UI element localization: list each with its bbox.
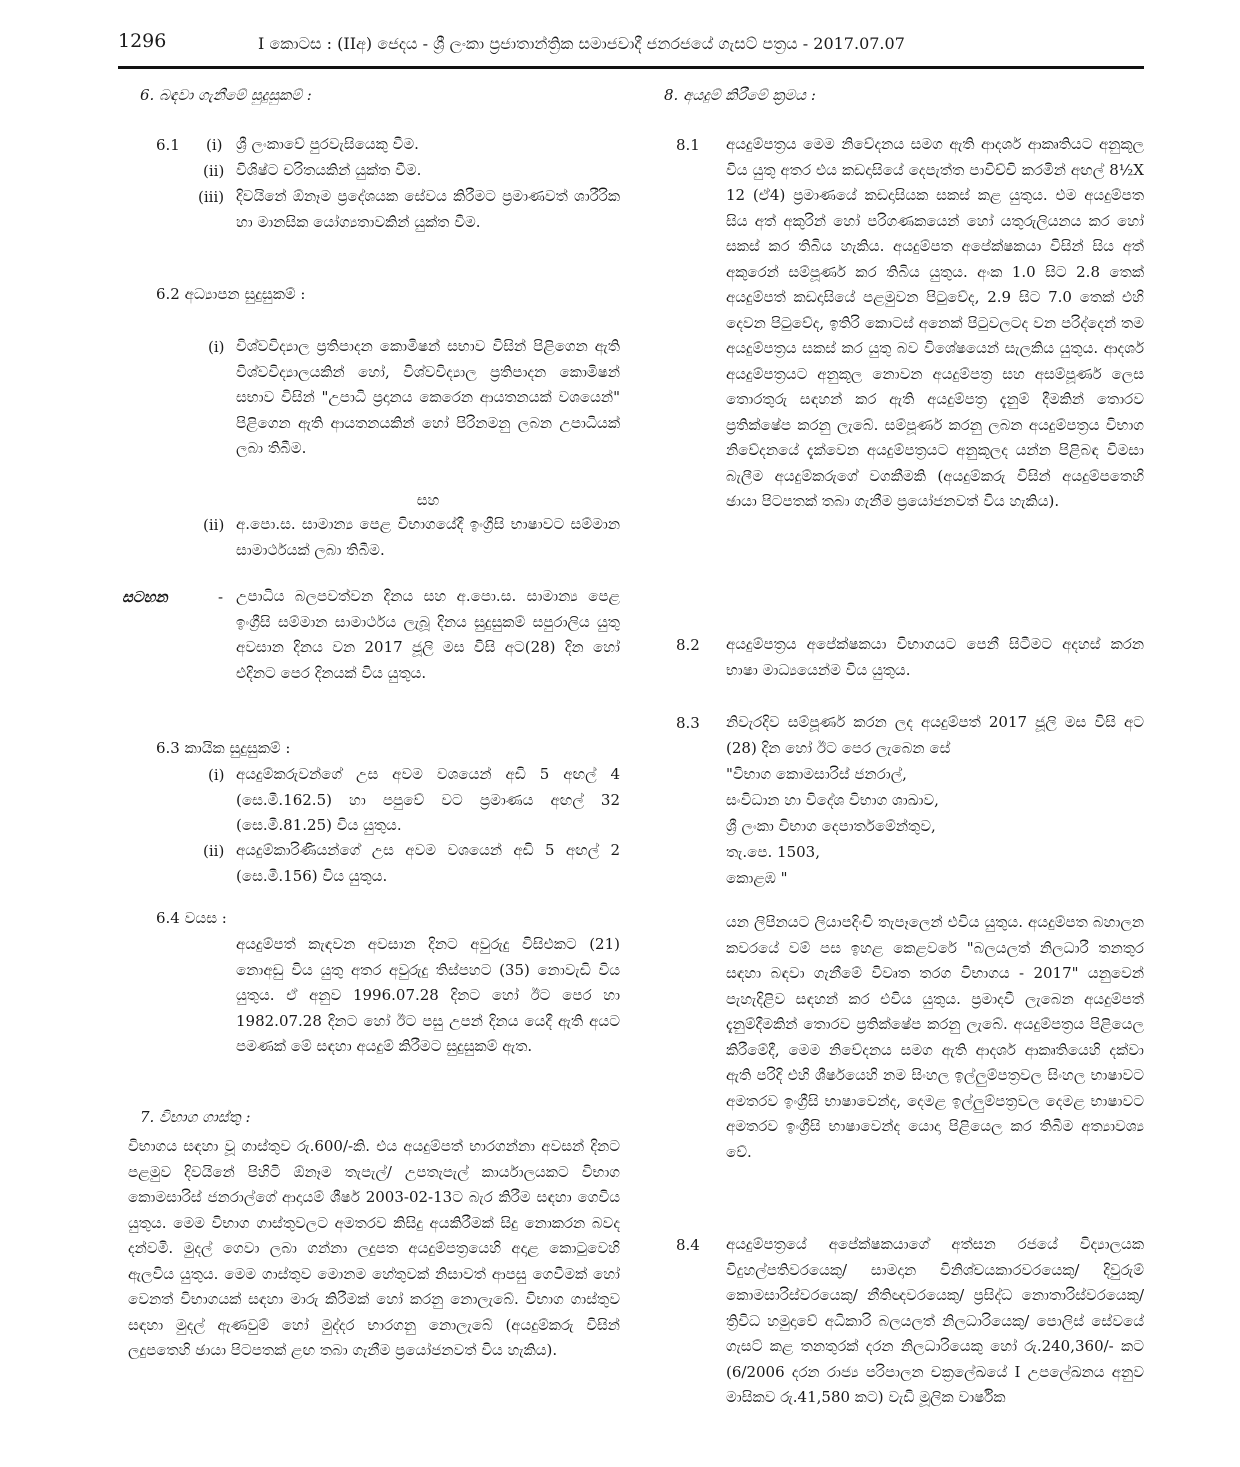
section-6-4-title: 6.4 වයස : bbox=[156, 909, 227, 927]
section-8-1-number: 8.1 bbox=[676, 136, 700, 154]
section-8-2-number: 8.2 bbox=[676, 636, 700, 654]
note-label: සටහන bbox=[122, 588, 168, 606]
header-divider bbox=[118, 66, 1144, 69]
application-format-text: අයදුම්පත්‍රය මෙම නිවේදනය සමග ඇති ආදර්ශ ආකෘතියට අනුකූල විය යුතු අතර එය කඩදාසියේ දෙපැත්ත පාවිච්චි කරමින් අඟල් 8½X 12 (ඒ4) ප්‍රමාණයේ කඩදාසියක සකස් කළ යුතුය. එම අයදුම්පත සිය අත් අකුරින් හෝ පරිගණකයෙන් හෝ යතුරුලියනය කර හෝ සකස් කර තිබිය හැකිය. අයදුම්පත අපේක්ෂකයා විසින් සිය අත් අකුරෙන් සම්පූර්ණ කර තිබිය යුතුය. අංක 1.0 සිට 2.8 තෙක් අයදුම්පත් කඩදාසියේ පළමුවන පිටුවේද, 2.9 සිට 7.0 තෙක් එහි දෙවන පිටුවේද, ඉතිරි කොටස් අනෙක් පිටුවලටද වන පරිද්දෙන් තම අයදුම්පත්‍රය සකස් කර යුතු බව විශේෂයෙන් සැලකිය යුතුය. ආදර්ශ අයදුම්පත්‍රයට අනුකූල නොවන අයදුම්පත්‍ර සහ අසම්පූර්ණ ලෙස තොරතුරු සඳහන් කර ඇති අයදුම්පත්‍ර දැනුම් දීමකින් තොරව ප්‍රතික්ෂේප කරනු ලැබේ. සම්පූර්ණ කරනු ලබන අයදුම්පත්‍රය විභාග නිවේදනයේ දැක්වෙන අයදුම්පත්‍රයට අනුකූලද යන්න පිළිබඳ විමසා බැලීම අයදුම්කරුගේ වගකීමකි (අයදුම්කරු විසින් අයදුම්පතෙහි ඡායා පිටපතක් තබා ගැනීම ප්‍රයෝජනවත් විය හැකිය). bbox=[726, 135, 1144, 510]
and-connector: සහ bbox=[416, 491, 440, 509]
page-number: 1296 bbox=[118, 30, 167, 52]
envelope-instructions: යන ලිපිනයට ලියාපදිංචි තැපෑලෙන් එවිය යුතුය. අයදුම්පත බහාලන කවරයේ වම් පස ඉහළ කෙළවරේ "බලයලත් නිලධාරී තනතුර සඳහා බඳවා ගැනීමේ විවෘත තරග විභාගය - 2017" යනුවෙන් පැහැදිළිව සඳහන් කර එවිය යුතුය. ප්‍රමාදවී ලැබෙන අයදුම්පත් දැනුම්දීමකින් තොරව ප්‍රතික්ෂේප කරනු ලැබේ. අයදුම්පත්‍රය පිළියෙල කිරීමේදී, මෙම නිවේදනය සමග ඇති ආදර්ශ ආකෘතියෙහි දක්වා ඇති පරිදි එහි ශීර්ෂයෙහි නම සිංහල ඉල්ලුම්පත්‍රවල සිංහල භාෂාවට අමතරව ඉංග්‍රීසි භාෂාවෙන්ද, දෙමළ ඉල්ලුම්පත්‍රවල දෙමළ භාෂාවට අමතරව ඉංග්‍රීසි භාෂාවෙන්ද යොදා පිළියෙල කර තිබීම අත්‍යාවශ්‍ය වේ. bbox=[726, 913, 1144, 1161]
section-8-4-number: 8.4 bbox=[676, 1236, 700, 1254]
section-6-1-number: 6.1 bbox=[156, 136, 180, 154]
address-line-5: කොළඹ " bbox=[726, 869, 788, 887]
section-6-2-title: 6.2 අධ්‍යාපන සුදුසුකම් : bbox=[156, 285, 306, 303]
age-requirement: අයදුම්පත් කැඳවන අවසාන දිනට අවුරුදු විසිඑකට (21) නොඅඩු විය යුතු අතර අවුරුදු තිස්පහට (35) නොවැඩි විය යුතුය. ඒ අනුව 1996.07.28 දිනට හෝ ඊට පෙර හා 1982.07.28 දිනට හෝ ඊට පසු උපන් දිනය යෙදී ඇති අයට පමණක් මේ සඳහා අයදුම් කිරීමට සුදුසුකම් ඇත. bbox=[236, 935, 620, 1055]
female-height-requirement: අයදුම්කාරිණියන්ගේ උස අවම වශයෙන් අඩි 5 අඟල් 2 (සෙ.මී.156) විය යුතුය. bbox=[236, 841, 620, 885]
language-medium-text: අයදුම්පත්‍රය අපේක්ෂකයා විභාගයට පෙනී සිටීමට අදහස් කරන භාෂා මාධ්‍යයෙන්ම විය යුතුය. bbox=[726, 635, 1144, 679]
section-6-title: 6. බඳවා ගැනීමේ සුදුසුකම් : bbox=[140, 86, 312, 104]
note-text: උපාධිය බලපවත්වන දිනය සහ අ.පො.ස. සාමාන්‍ය පෙළ ඉංග්‍රීසි සම්මාන සාමාර්ථය ලැබූ දිනය සුදුසුකම් සපුරාලිය යුතු අවසාන දිනය වන 2017 ජූලි මස විසි අට(28) දින හෝ එදිනට පෙර දිනයක් විය යුතුය. bbox=[236, 587, 620, 682]
section-8-3-number: 8.3 bbox=[676, 714, 700, 732]
item-ii-marker: (ii) bbox=[203, 842, 225, 860]
submission-text: නිවැරදිව සම්පූර්ණ කරන ලද අයදුම්පත් 2017 ජූලි මස විසි අට (28) දින හෝ ඊට පෙර ලැබෙන සේ bbox=[726, 713, 1144, 757]
section-7-title: 7. විභාග ගාස්තු : bbox=[140, 1108, 251, 1126]
item-character: විශිෂ්ට චරිතයකින් යුක්ත වීම. bbox=[236, 161, 422, 179]
section-6-3-title: 6.3 කායික සුදුසුකම් : bbox=[156, 739, 291, 757]
item-i-marker: (i) bbox=[208, 766, 225, 784]
signature-attestation-text: අයදුම්පත්‍රයේ අපේක්ෂකයාගේ අත්සන රජයේ විද්‍යාලයක විදුහල්පතිවරයෙකු/ සාමදාන විනිශ්චයකාරවරයෙකු/ දිවුරුම් කොමසාරිස්වරයෙකු/ නීතිඥවරයෙකු/ ප්‍රසිද්ධ නොතාරිස්වරයෙකු/ ත්‍රිවිධ හමුදාවේ අධිකාරි බලයලත් නිලධාරියෙකු/ පොලිස් සේවයේ ගැසට් කළ තනතුරක් දරන නිලධාරියෙකු හෝ රු.240,360/- කට (6/2006 දරන රාජ්‍ය පරිපාලන චක්‍රලේඛයේ I උපලේඛනය අනුව මාසිකව රු.41,580 කට) වැඩි මූලික වාර්ෂික bbox=[726, 1235, 1144, 1406]
exam-fee-text: විභාගය සඳහා වූ ගාස්තුව රු.600/-කි. එය අයදුම්පත් භාරගන්නා අවසන් දිනට පළමුව දිවයිනේ පිහිටි ඕනෑම තැපැල්/ උපතැපැල් කාර්යාලයකට විභාග කොමසාරිස් ජනරාල්ගේ ආදායම් ශීර්ෂ 2003-02-13ට බැර කිරීම සඳහා ගෙවිය යුතුය. මෙම විභාග ගාස්තුවලට අමතරව කිසිදු අයකිරීමක් සිදු නොකරන බවද දන්වමි. මුදල් ගෙවා ලබා ගන්නා ලදුපත අයදුම්පත්‍රයෙහි අදාළ කොටුවෙහි ඇලවිය යුතුය. මෙම ගාස්තුව මොනම හේතුවක් නිසාවත් ආපසු ගෙවීමක් හෝ වෙනත් විභාගයක් සඳහා මාරු කිරීමක් හෝ කරනු නොලැබේ. විභාග ගාස්තුව සඳහා මුදල් ඇණවුම් හෝ මුද්දර භාරගනු නොලැබේ (අයදුම්කරු විසින් ලදුපතෙහි ඡායා පිටපතක් ළඟ තබා ගැනීම ප්‍රයෝජනවත් විය හැකිය). bbox=[128, 1137, 620, 1359]
item-ii-marker: (ii) bbox=[203, 162, 225, 180]
item-iii-marker: (iii) bbox=[198, 188, 225, 206]
item-i-marker: (i) bbox=[206, 136, 223, 154]
address-line-2: සංවිධාන හා විදේශ විභාග ශාඛාව, bbox=[726, 791, 939, 809]
address-line-4: තැ.පෙ. 1503, bbox=[726, 843, 820, 861]
note-dash: - bbox=[218, 588, 224, 606]
section-8-title: 8. අයදුම් කිරීමේ ක්‍රමය : bbox=[664, 86, 816, 104]
gazette-title: I කොටස : (IIඅ) ජෙදය - ශ්‍රී ලංකා ප්‍රජාතාන්ත්‍රික සමාජවාදී ජනරජයේ ගැසට් පත්‍රය - 2017.07.07 bbox=[258, 34, 905, 53]
address-line-3: ශ්‍රී ලංකා විභාග දෙපාර්තමේන්තුව, bbox=[726, 817, 936, 835]
degree-qualification: විශ්වවිද්‍යාල ප්‍රතිපාදන කොමිෂන් සභාව විසින් පිළිගෙන ඇති විශ්වවිද්‍යාලයකින් හෝ, විශ්වවිද්‍යාල ප්‍රතිපාදන කොමිෂන් සභාව විසින් "උපාධි ප්‍රදානය කෙරෙන ආයතනයක් වශයෙන්" පිළිගෙන ඇති ආයතනයකින් හෝ පිරිනමනු ලබන උපාධියක් ලබා තිබීම. bbox=[236, 337, 620, 457]
page-header bbox=[118, 30, 1144, 68]
item-i-marker: (i) bbox=[208, 338, 225, 356]
address-line-1: "විභාග කොමසාරිස් ජනරාල්, bbox=[726, 765, 907, 783]
item-citizenship: ශ්‍රී ලංකාවේ පුරවැසියෙකු වීම. bbox=[236, 135, 419, 153]
english-qualification: අ.පො.ස. සාමාන්‍ය පෙළ විභාගයේදී ඉංග්‍රීසි භාෂාවට සම්මාන සාමාර්ථයක් ලබා තිබීම. bbox=[236, 515, 620, 559]
height-chest-requirement: අයදුම්කරුවන්ගේ උස අවම වශයෙන් අඩි 5 අඟල් 4 (සෙ.මී.162.5) හා පපුවේ වට ප්‍රමාණය අඟල් 32 (සෙ.මී.81.25) විය යුතුය. bbox=[236, 765, 620, 834]
item-fitness: දිවයිනේ ඕනෑම ප්‍රදේශයක සේවය කිරීමට ප්‍රමාණවත් ශාරීරික හා මානසික යෝග්‍යතාවකින් යුක්ත වීම. bbox=[236, 187, 620, 231]
item-ii-marker: (ii) bbox=[203, 516, 225, 534]
